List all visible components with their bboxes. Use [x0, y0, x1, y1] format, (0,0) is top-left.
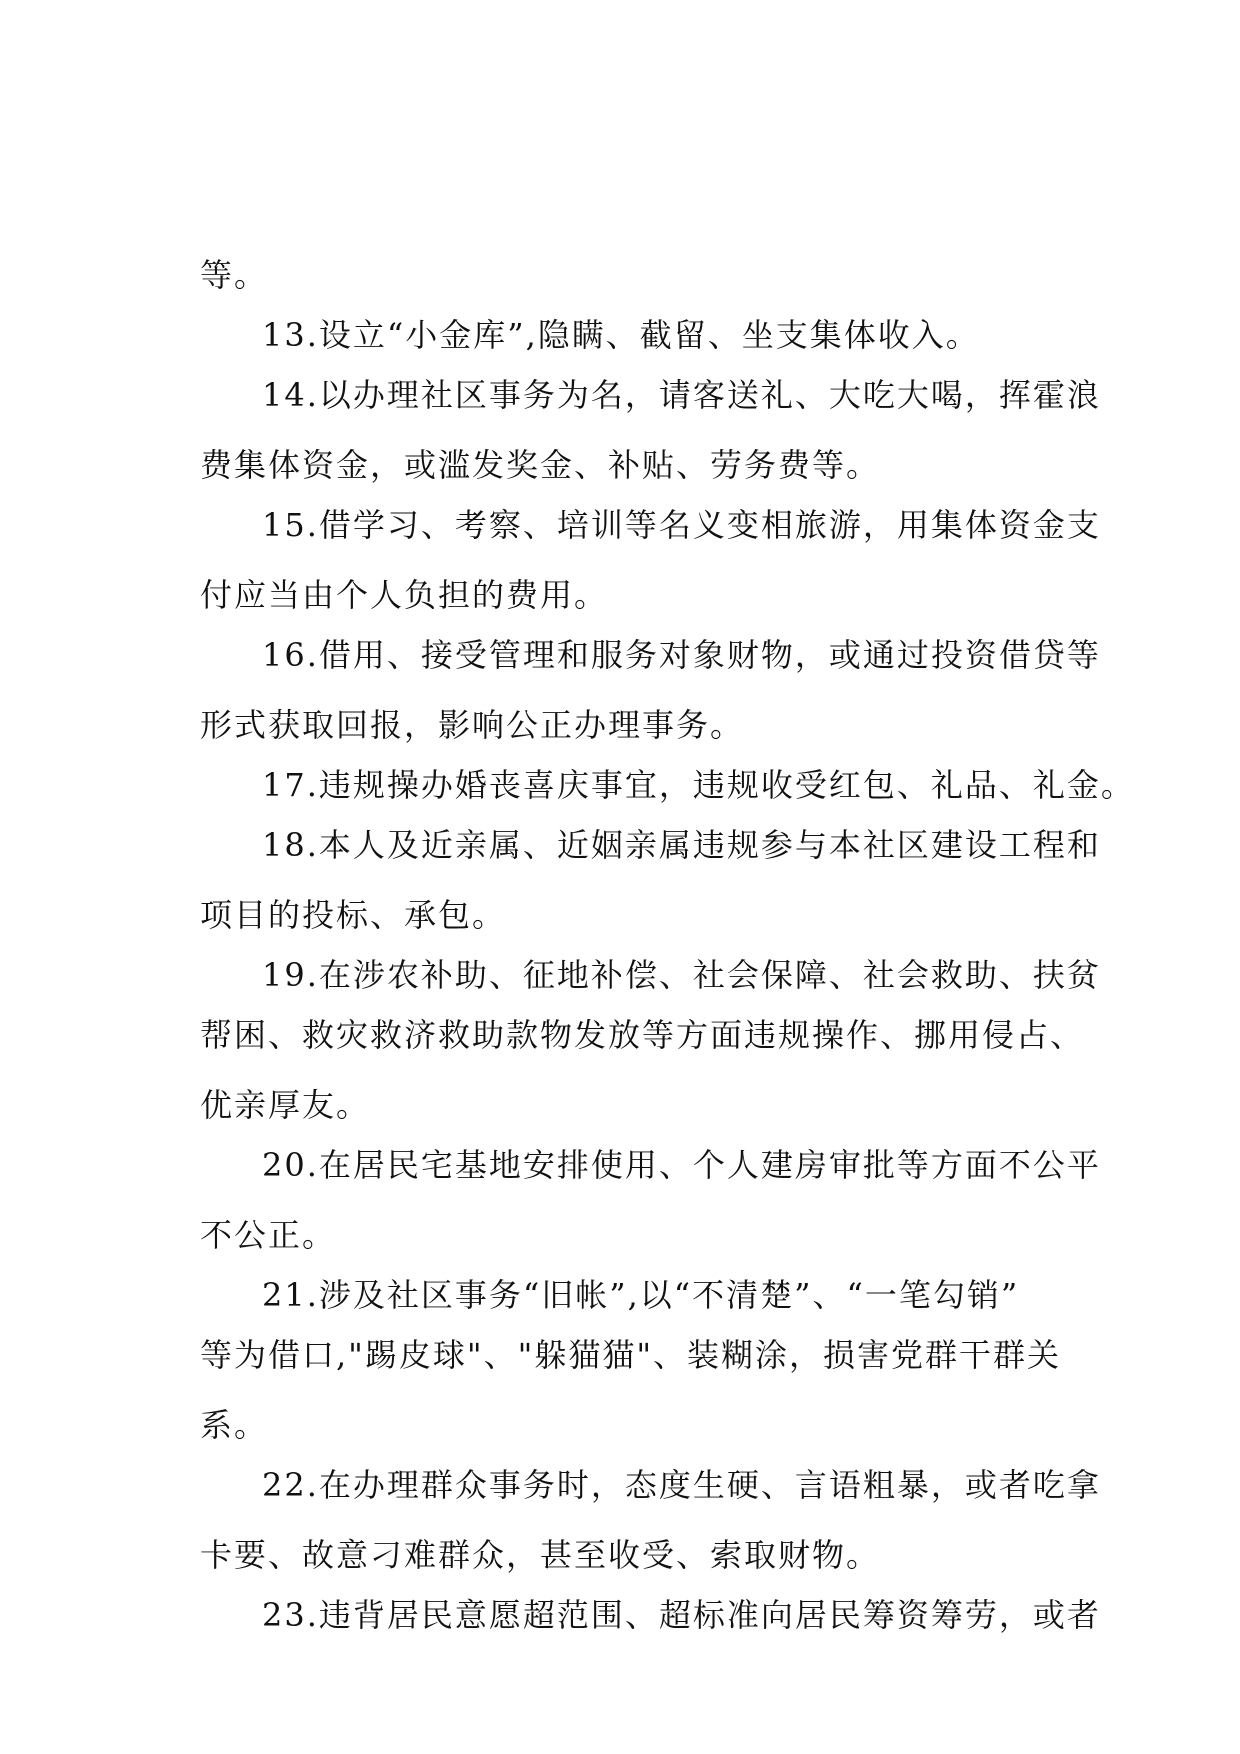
text-line: 系。 — [200, 1406, 269, 1444]
text-line: 费集体资金，或滥发奖金、补贴、劳务费等。 — [200, 446, 881, 484]
text-line: 17.违规操办婚丧喜庆事宜，违规收受红包、礼品、礼金。 — [262, 766, 1135, 804]
text-line: 不公正。 — [200, 1216, 337, 1254]
text-line: 形式获取回报，影响公正办理事务。 — [200, 706, 745, 744]
text-line: 项目的投标、承包。 — [200, 896, 507, 934]
text-line: 付应当由个人负担的费用。 — [200, 576, 609, 614]
text-line: 卡要、故意刁难群众，甚至收受、索取财物。 — [200, 1536, 881, 1574]
text-line: 14.以办理社区事务为名，请客送礼、大吃大喝，挥霍浪 — [262, 376, 1101, 414]
text-line: 15.借学习、考察、培训等名义变相旅游，用集体资金支 — [262, 506, 1101, 544]
text-line: 13.设立“小金库”,隐瞒、截留、坐支集体收入。 — [262, 316, 980, 354]
text-line: 等为借口,"踢皮球"、"躲猫猫"、装糊涂，损害党群干群关 — [200, 1336, 1062, 1374]
text-line: 18.本人及近亲属、近姻亲属违规参与本社区建设工程和 — [262, 826, 1101, 864]
text-line: 帮困、救灾救济救助款物发放等方面违规操作、挪用侵占、 — [200, 1016, 1085, 1054]
text-line: 等。 — [200, 256, 269, 294]
text-line: 21.涉及社区事务“旧帐”,以“不清楚”、“一笔勾销” — [262, 1276, 1020, 1314]
text-line: 19.在涉农补助、征地补偿、社会保障、社会救助、扶贫 — [262, 956, 1101, 994]
text-line: 22.在办理群众事务时，态度生硬、言语粗暴，或者吃拿 — [262, 1466, 1101, 1504]
text-line: 16.借用、接受管理和服务对象财物，或通过投资借贷等 — [262, 636, 1101, 674]
text-line: 23.违背居民意愿超范围、超标准向居民筹资筹劳，或者 — [262, 1596, 1101, 1634]
text-line: 优亲厚友。 — [200, 1086, 371, 1124]
text-line: 20.在居民宅基地安排使用、个人建房审批等方面不公平 — [262, 1146, 1101, 1184]
